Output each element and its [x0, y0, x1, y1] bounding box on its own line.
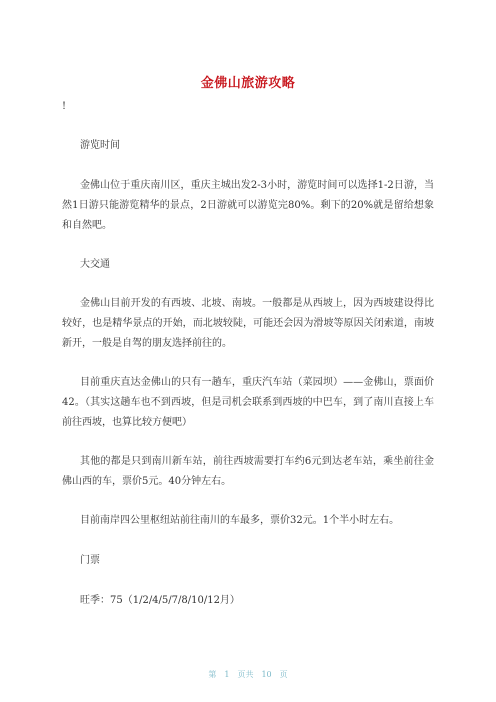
- section-heading-transport: 大交通: [80, 259, 110, 270]
- footer-total-pages: 10: [261, 670, 272, 679]
- stray-mark: !: [62, 101, 67, 112]
- section-heading-visit-time: 游览时间: [80, 140, 120, 151]
- footer-prefix: 第: [208, 670, 217, 679]
- paragraph-visit-time: 金佛山位于重庆南川区，重庆主城出发2-3小时，游览时间可以选择1-2日游，当然1日游只能游览精华的景点，2日游就可以游览完80%。剩下的20%就是留给想象和自然吧。: [62, 180, 434, 231]
- footer-suffix: 页: [279, 670, 288, 679]
- paragraph-transport-nanchuan: 其他的都是只到南川新车站，前往西坡需要打车约6元到达老车站，乘坐前往金佛山西的车，票价5元。40分钟左右。: [62, 456, 434, 487]
- paragraph-transport-hub: 目前南岸四公里枢纽站前往南川的车最多，票价32元。1个半小时左右。: [80, 515, 400, 526]
- paragraph-transport-slopes: 金佛山目前开发的有西坡、北坡、南坡。一般都是从西坡上，因为西坡建设得比较好，也是精华景点的开始，而北坡较陡，可能还会因为滑坡等原因关闭索道，南坡新开，一般是自驾的朋友选择前往的。: [62, 298, 434, 349]
- document-title: 金佛山旅游攻略: [200, 76, 296, 91]
- page-footer: [0, 669, 496, 680]
- section-heading-tickets: 门票: [80, 555, 100, 566]
- footer-total-prefix: 页共: [237, 670, 254, 679]
- paragraph-transport-direct-bus: 目前重庆直达金佛山的只有一趟车，重庆汽车站（菜园坝）——金佛山，票面价42。（其实这趟车也不到西坡，但是司机会联系到西坡的中巴车，到了南川直接上车前往西坡，也算比较方便吧）: [62, 377, 434, 428]
- footer-page-number: 1: [224, 670, 230, 679]
- ticket-peak-season: 旺季：75（1/2/4/5/7/8/10/12月）: [80, 595, 240, 606]
